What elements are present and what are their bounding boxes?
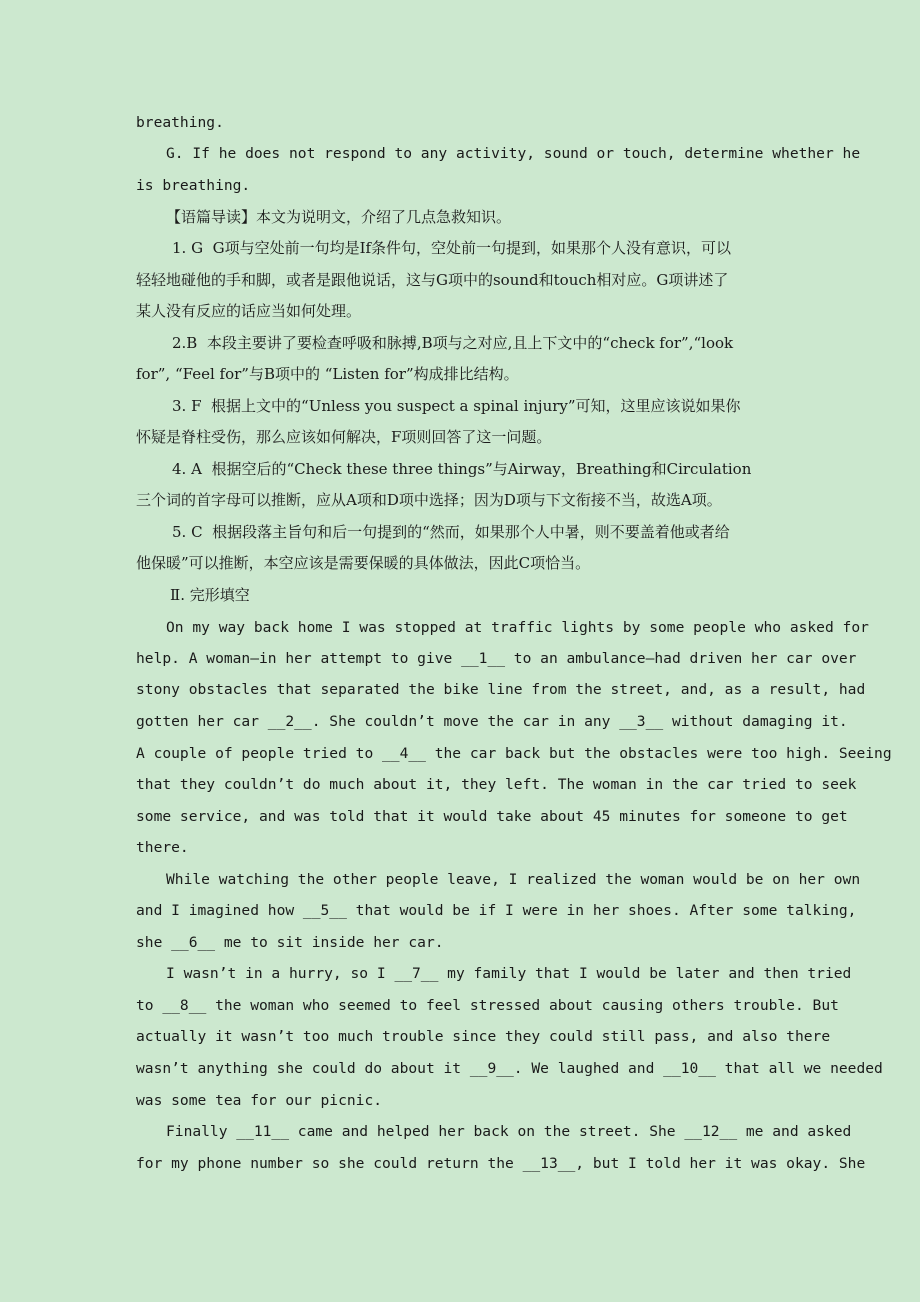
text-line: actually it wasn’t too much trouble since they could still pass, and also there	[136, 1028, 831, 1045]
text-line: While watching the other people leave, I realized the woman would be on her own	[166, 871, 861, 888]
text-line: there.	[136, 839, 189, 856]
text-line: G. If he does not respond to any activity, sound or touch, determine whether he	[166, 145, 861, 162]
section-heading: Ⅱ. 完形填空	[170, 586, 250, 604]
text-line: breathing.	[136, 114, 224, 131]
text-line: 3. F 根据上文中的“Unless you suspect a spinal injury”可知，这里应该说如果你	[172, 397, 741, 415]
text-line: wasn’t anything she could do about it __9__. We laughed and __10__ that all we needed	[136, 1060, 883, 1077]
text-line: is breathing.	[136, 177, 251, 194]
section-heading: 【语篇导读】本文为说明文，介绍了几点急救知识。	[166, 208, 512, 226]
text-line: for my phone number so she could return the __13__, but I told her it was okay. She	[136, 1155, 866, 1172]
text-line: 他保暖”可以推断，本空应该是需要保暖的具体做法，因此C项恰当。	[136, 554, 591, 572]
text-line: she __6__ me to sit inside her car.	[136, 934, 444, 951]
text-line: 1. G G项与空处前一句均是If条件句，空处前一句提到，如果那个人没有意识，可以	[172, 239, 732, 257]
text-line: gotten her car __2__. She couldn’t move the car in any __3__ without damaging it.	[136, 713, 848, 730]
text-line: 三个词的首字母可以推断，应从A项和D项中选择；因为D项与下文衔接不当，故选A项。	[136, 491, 722, 509]
text-line: On my way back home I was stopped at traffic lights by some people who asked for	[166, 619, 869, 636]
text-line: 5. C 根据段落主旨句和后一句提到的“然而，如果那个人中暑，则不要盖着他或者给	[172, 523, 730, 541]
text-line: 轻轻地碰他的手和脚，或者是跟他说话，这与G项中的sound和touch相对应。G项讲述了	[136, 271, 729, 289]
text-line: Finally __11__ came and helped her back on the street. She __12__ me and asked	[166, 1123, 852, 1140]
text-line: 怀疑是脊柱受伤，那么应该如何解决，F项则回答了这一问题。	[136, 428, 552, 446]
text-line: some service, and was told that it would take about 45 minutes for someone to get	[136, 808, 848, 825]
text-line: help. A woman—in her attempt to give __1__ to an ambulance—had driven her car over	[136, 650, 857, 667]
text-line: 2.B 本段主要讲了要检查呼吸和脉搏,B项与之对应,且上下文中的“check for”,“look	[172, 334, 734, 352]
text-line: was some tea for our picnic.	[136, 1092, 383, 1109]
text-line: and I imagined how __5__ that would be if I were in her shoes. After some talking,	[136, 902, 857, 919]
text-line: stony obstacles that separated the bike line from the street, and, as a result, had	[136, 681, 866, 698]
text-line: 4. A 根据空后的“Check these three things”与Airway，Breathing和Circulation	[172, 460, 752, 478]
text-line: that they couldn’t do much about it, they left. The woman in the car tried to seek	[136, 776, 857, 793]
text-line: 某人没有反应的话应当如何处理。	[136, 302, 362, 320]
text-line: I wasn’t in a hurry, so I __7__ my family that I would be later and then tried	[166, 965, 852, 982]
text-line: A couple of people tried to __4__ the car back but the obstacles were too high. Seeing	[136, 745, 892, 762]
text-line: for”, “Feel for”与B项中的 “Listen for”构成排比结构。	[136, 365, 519, 383]
text-line: to __8__ the woman who seemed to feel stressed about causing others trouble. But	[136, 997, 839, 1014]
